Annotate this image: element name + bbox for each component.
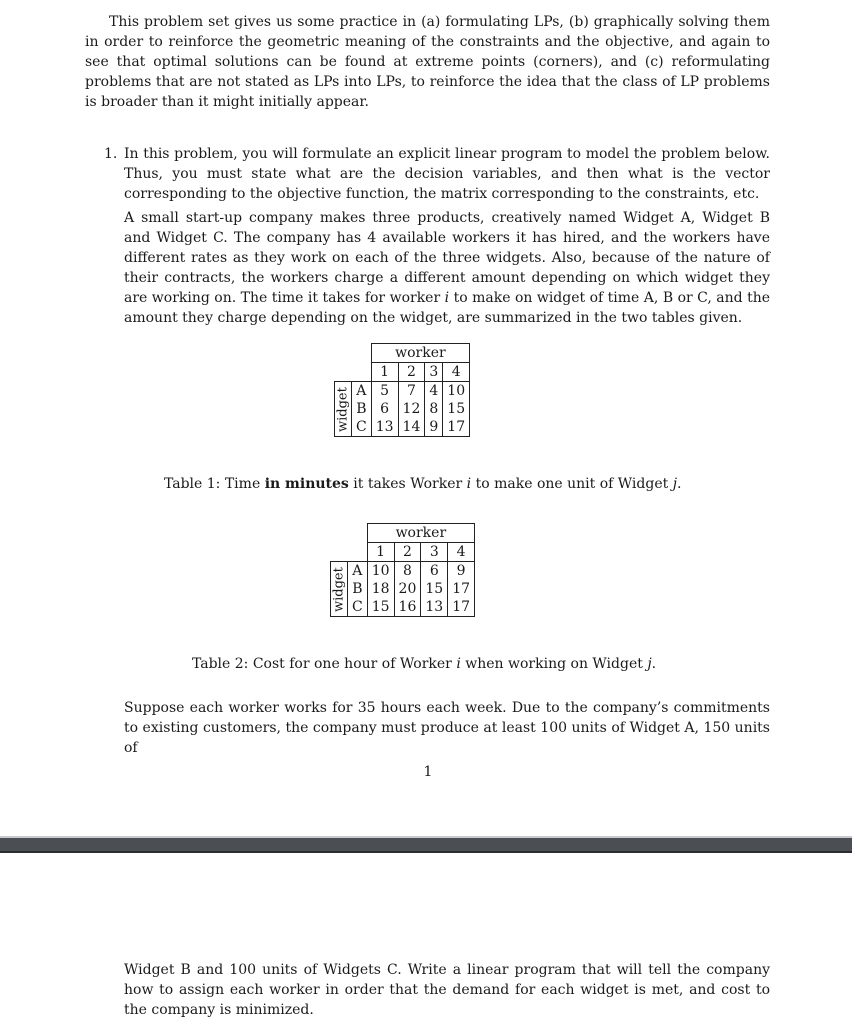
cell: 8 [425,400,443,418]
cell: 10 [443,382,470,401]
problem-1-statement [104,144,770,204]
time-table [334,343,470,437]
page-divider [0,836,852,853]
caption-symbol: i [466,476,472,492]
cell: 15 [367,598,394,617]
caption-text: when working on Widget [460,656,648,672]
col-header: 4 [448,543,475,562]
caption-text: it takes Worker [348,476,467,492]
caption-symbol: j [647,656,652,672]
cell: 17 [448,598,475,617]
cell: 18 [371,581,390,597]
worker-index-symbol: i [444,290,450,306]
cell: 7 [398,382,425,401]
col-header: 3 [421,543,448,562]
table-1-caption [164,474,681,494]
col-header: 2 [394,543,421,562]
problem-number: 1. [104,146,118,162]
caption-text: to make one unit of Widget [471,476,673,492]
widget-header: widget [331,562,348,617]
cell: 5 [380,383,390,399]
description-part-2: to make on widget of time A, B or C, and the amount they charge depending on the widget, are summarized in the two tables given. [124,290,770,326]
caption-bold: in minutes [264,476,349,492]
caption-symbol: j [672,476,678,492]
col-header: 3 [425,363,443,382]
row-header: B [352,400,372,418]
description-part-1: A small start-up company makes three products, creatively named Widget A, Widget B and Widget C. The company has 4 available workers it has hired, and the workers have different rates as they work on each of the three widgets. Also, because of the nature of their contracts, the workers charge a different amount depending on which widget they are working on. The time it takes for worker [124,210,770,306]
cell: 8 [394,562,421,581]
cell: 13 [371,418,398,437]
caption-text: Table 2: Cost for one hour of Worker [192,656,457,672]
cell: 16 [394,598,421,617]
row-header: A [352,382,372,401]
cell: 4 [425,382,443,401]
caption-text: Table 1: Time [164,476,265,492]
cell: 13 [421,598,448,617]
row-header: C [348,598,368,617]
cell: 9 [448,562,475,581]
row-header: C [352,418,372,437]
cell: 6 [380,401,390,417]
constraints-paragraph: Suppose each worker works for 35 hours each week. Due to the company’s commitments to existing customers, the company must produce at least 100 units of Widget A, 150 units of [124,700,770,756]
cell: 12 [398,400,425,418]
cell: 10 [371,563,390,579]
widget-header: widget [335,382,352,437]
cell: 20 [394,580,421,598]
cost-table [330,523,475,617]
row-header: B [348,580,368,598]
row-header: A [348,562,368,581]
problem-1-text: In this problem, you will formulate an explicit linear program to model the problem below. Thus, you must state what are the decision variables, and then what is the vector corresponding to the objective function, the matrix corresponding to the constraints, etc. [124,146,770,202]
cell: 14 [398,418,425,437]
cell: 17 [443,418,470,437]
cell: 6 [421,562,448,581]
continuation-paragraph: Widget B and 100 units of Widgets C. Write a linear program that will tell the company how to assign each worker in order that the demand for each widget is met, and cost to the company is minimized. [124,962,770,1018]
problem-1-description [124,208,770,328]
worker-header: worker [371,344,469,363]
cell: 9 [425,418,443,437]
worker-header: worker [367,524,474,543]
table-2-caption [192,654,656,674]
col-header: 2 [398,363,425,382]
page-number: 1 [423,764,433,780]
caption-text: . [677,476,682,492]
col-header: 1 [371,363,398,382]
intro-paragraph: This problem set gives us some practice in (a) formulating LPs, (b) graphically solving them in order to reinforce the geometric meaning of the constraints and the objective, and again to see that optimal solutions can be found at extreme points (corners), and (c) reformulating problems that are not stated as LPs into LPs, to reinforce the idea that the class of LP problems is broader than it might initially appear. [85,14,770,110]
caption-symbol: i [456,656,461,672]
cell: 15 [421,580,448,598]
col-header: 1 [367,543,394,562]
cell: 17 [448,580,475,598]
cell: 15 [443,400,470,418]
col-header: 4 [443,363,470,382]
caption-text: . [651,656,657,672]
